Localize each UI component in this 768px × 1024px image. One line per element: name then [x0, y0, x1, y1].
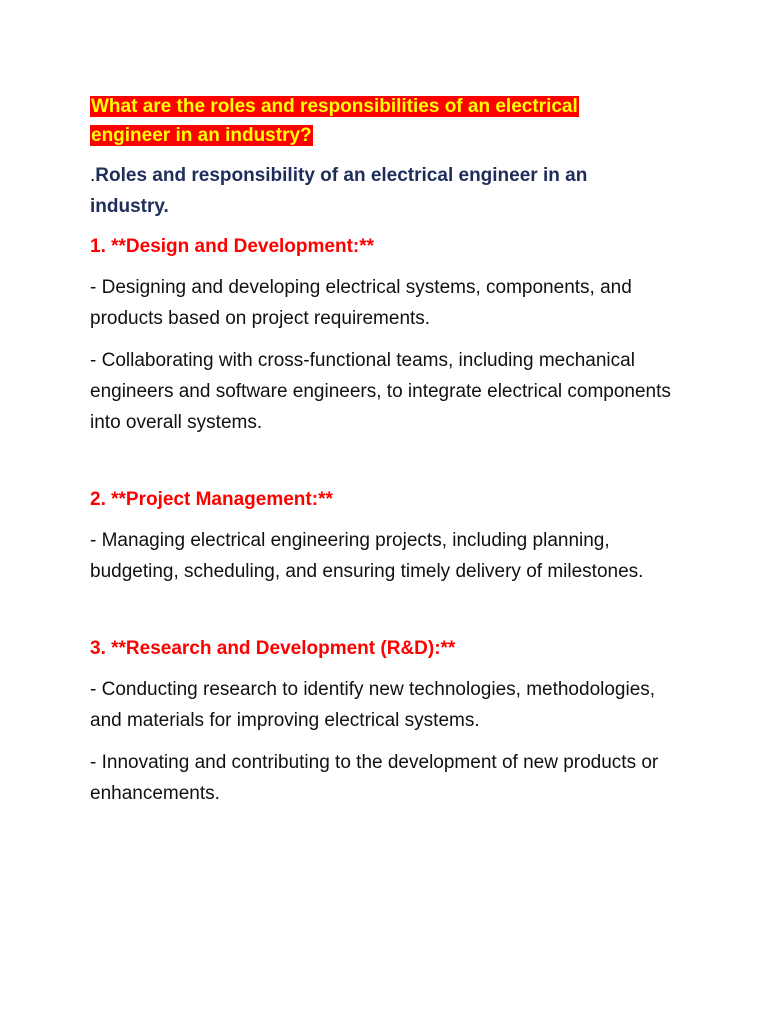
section-paragraph: - Designing and developing electrical systems, components, and products based on project requirements.	[90, 277, 632, 329]
section-paragraph: - Innovating and contributing to the development of new products or enhancements.	[90, 752, 659, 804]
question-highlight: What are the roles and responsibilities of an electrical engineer in an industry?	[91, 96, 578, 146]
section-paragraph: - Collaborating with cross-functional teams, including mechanical engineers and software engineers, to integrate electrical components into overall systems.	[90, 350, 671, 433]
section-paragraph: - Conducting research to identify new technologies, methodologies, and materials for improving electrical systems.	[90, 679, 656, 731]
section-paragraph: - Managing electrical engineering projects, including planning, budgeting, scheduling, and ensuring timely delivery of milestones.	[90, 530, 644, 582]
subtitle-text: Roles and responsibility of an electrical engineer in an industry.	[90, 165, 588, 217]
section-design-development	[90, 233, 680, 438]
section-research-development	[90, 635, 680, 809]
subtitle-prefix: .	[90, 165, 96, 186]
section-title: 3. **Research and Development (R&D):**	[90, 638, 456, 659]
section-title: 2. **Project Management:**	[90, 489, 333, 510]
document-content	[90, 92, 680, 809]
section-project-management	[90, 486, 680, 587]
question-heading	[90, 92, 610, 150]
section-title: 1. **Design and Development:**	[90, 236, 375, 257]
subtitle	[90, 160, 650, 222]
